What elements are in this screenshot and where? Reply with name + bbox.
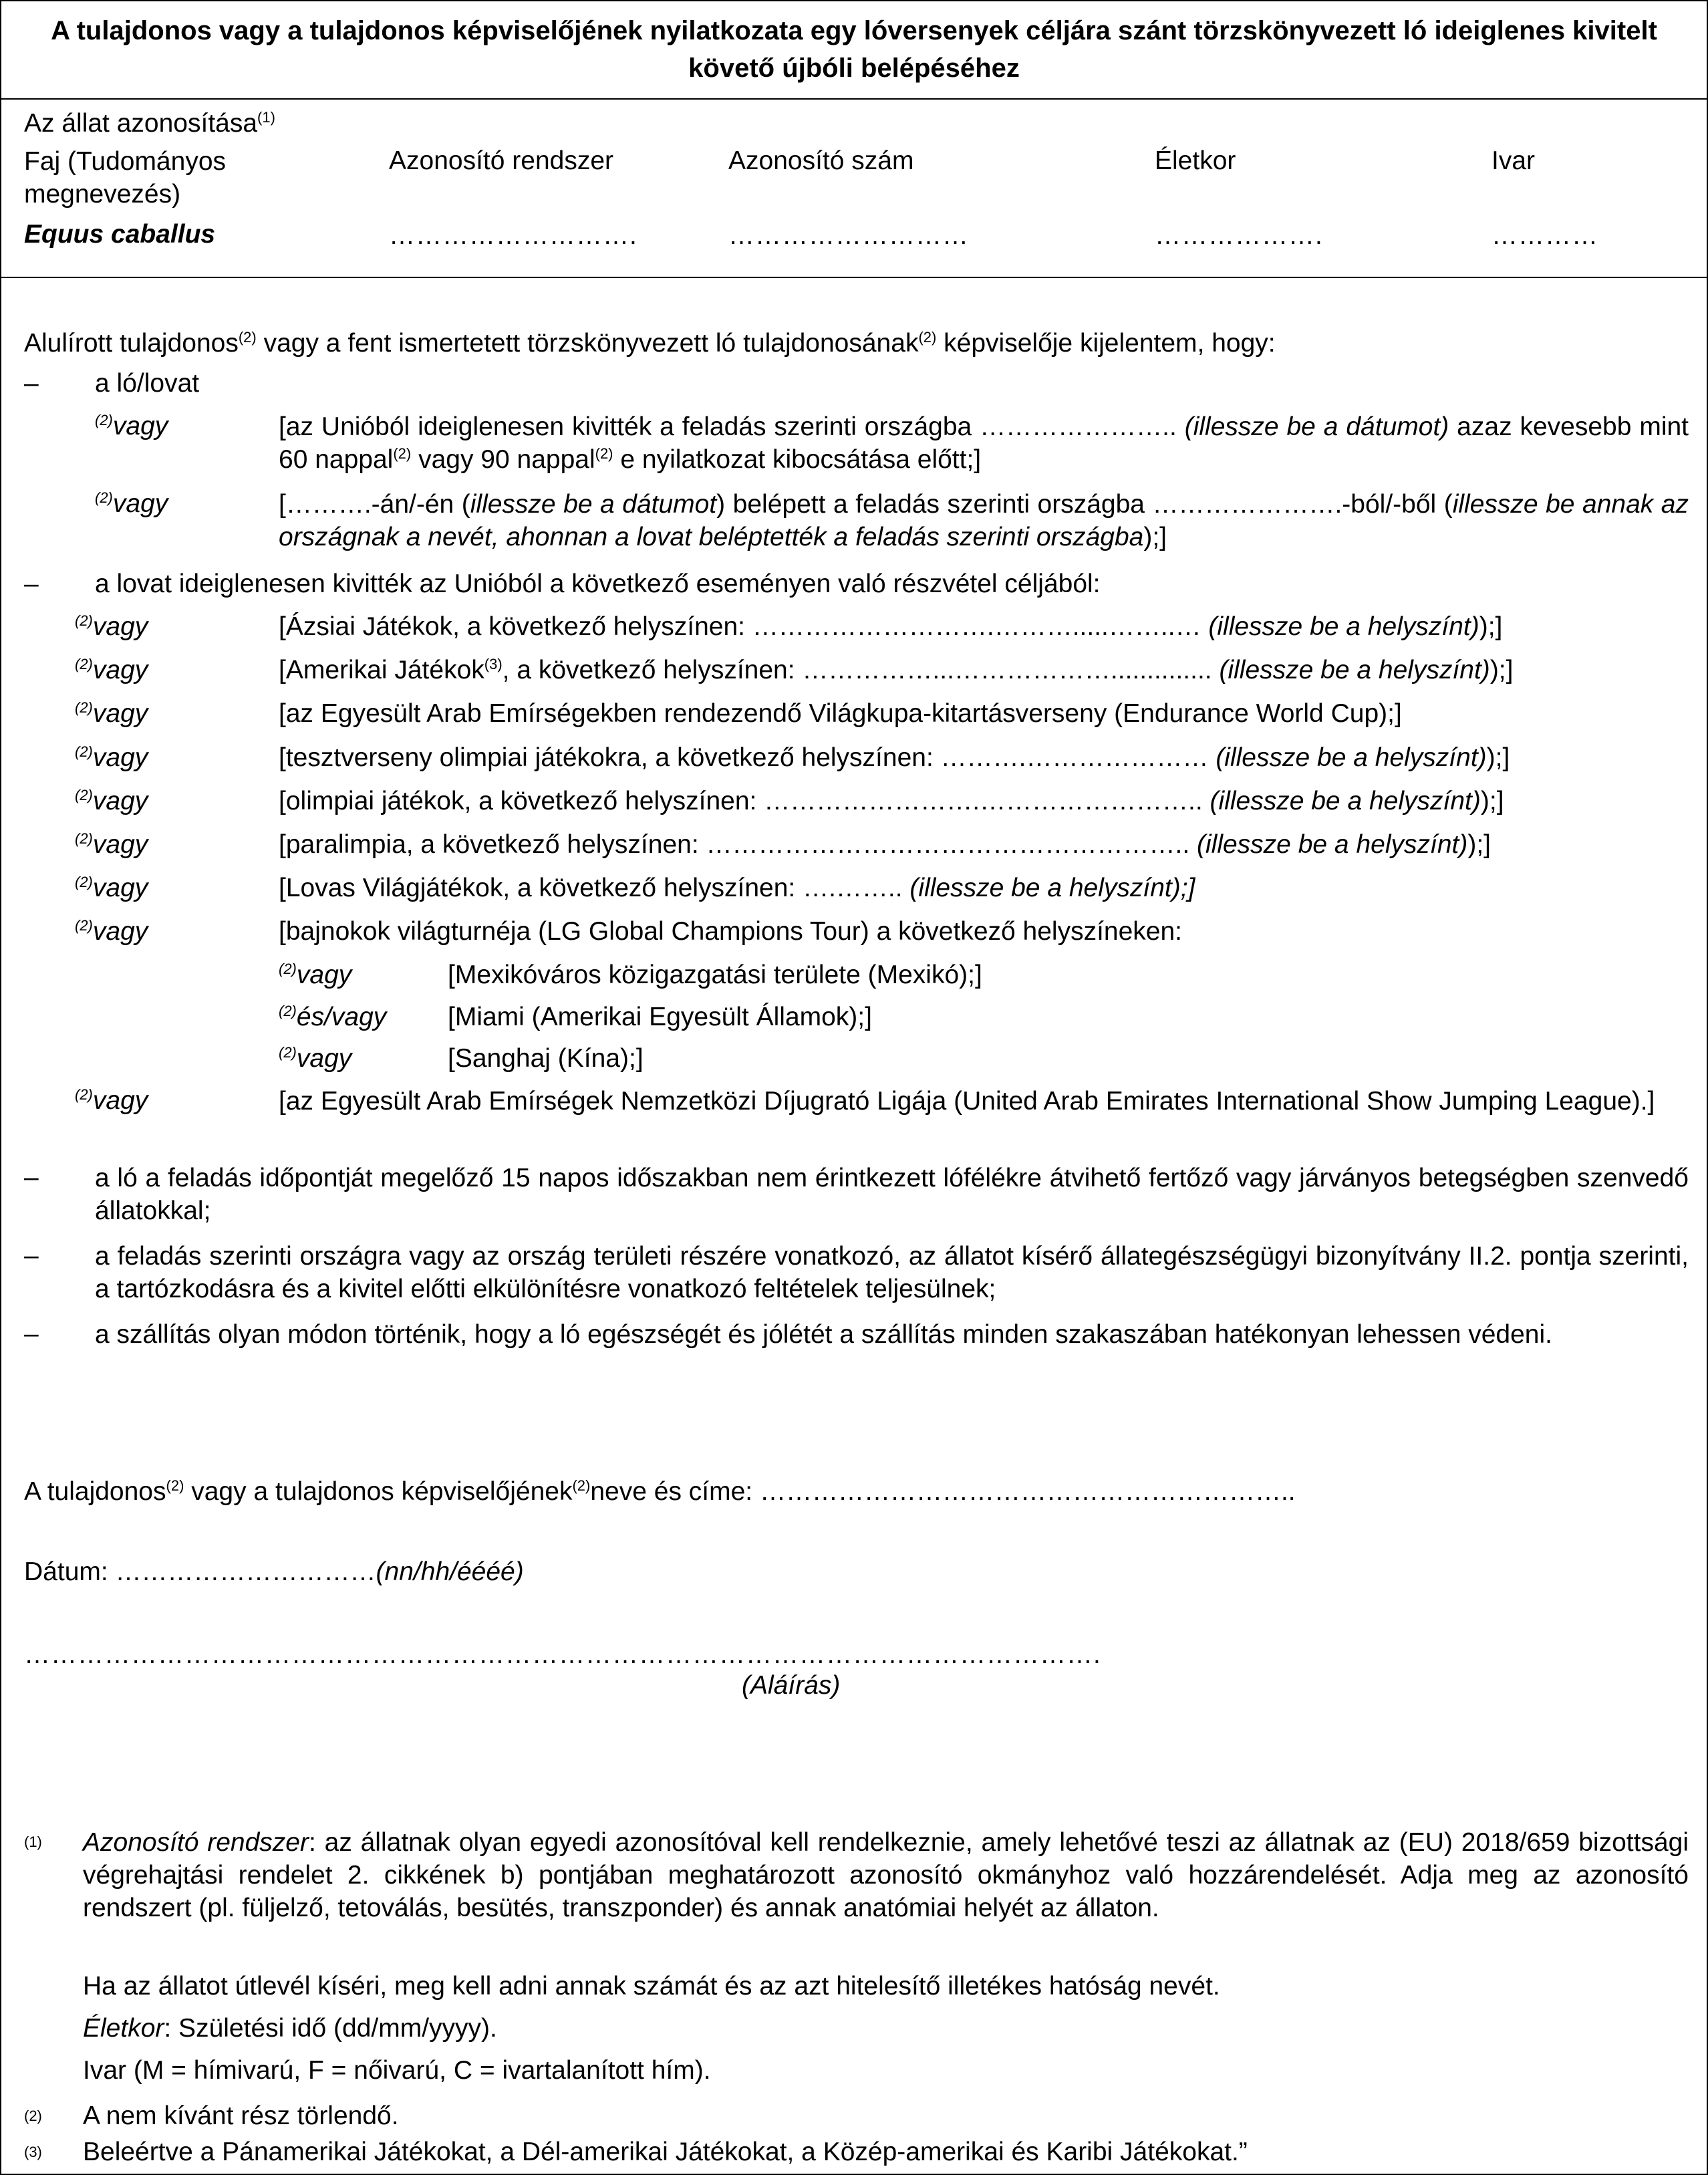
event-asian-games[interactable]: [Ázsiai Játékok, a következő helyszínen: ……………………….……….....……..… (illessze be a helyszínt));] bbox=[279, 612, 1503, 641]
event-global-champions-tour[interactable]: [bajnokok világturnéja (LG Global Champions Tour) a következő helyszíneken: bbox=[279, 917, 1183, 946]
column-header-id-system: Azonosító rendszer bbox=[389, 146, 614, 175]
footnote-2-marker: (2) bbox=[24, 2107, 42, 2124]
item-residence-conditions: a feladás szerinti országra vagy az ország területi részére vonatkozó, az állatot kísérő állategészségügyi bizonyítvány II.2. pontja szerinti, a tartózkodásra és a kivitel előtti elkülönítésre vonatkozó feltételek teljesülnek; bbox=[95, 1242, 1689, 1303]
event-prefix[interactable]: $^{(2)}$vagy bbox=[75, 830, 148, 859]
id-number-field[interactable]: ……………………… bbox=[728, 221, 969, 250]
event-uae-show-jumping-league[interactable]: [az Egyesült Arab Emírségek Nemzetközi Díjugrató Ligája (United Arab Emirates International Show Jumping League).] bbox=[279, 1087, 1655, 1116]
event-prefix[interactable]: $^{(2)}$vagy bbox=[75, 656, 148, 684]
footnote-1-sex: Ivar (M = hímivarú, F = nőivarú, C = ivartalanított hím). bbox=[83, 2056, 711, 2085]
footnote-1: Azonosító rendszer: az állatnak olyan egyedi azonosítóval kell rendelkeznie, amely lehetővé teszi az állatnak az (EU) 2018/659 bizottsági végrehajtási rendelet 2. cikkének b) pontjában meghatározott azonosító okmányhoz való hozzárendelését. Adja meg az azonosító rendszert (pl. füljelző, tetoválás, besütés, transzponder) és annak anatómiai helyét az állaton. bbox=[83, 1828, 1689, 1922]
animal-identification-section bbox=[1, 100, 1707, 278]
dash-bullet: – bbox=[24, 1163, 39, 1192]
event-prefix[interactable]: $^{(2)}$vagy bbox=[75, 1086, 148, 1115]
footnote-3-marker: (3) bbox=[24, 2144, 42, 2160]
event-paralympics[interactable]: [paralimpia, a következő helyszínen: ……………………………………………….. (illessze be a helyszínt));] bbox=[279, 830, 1491, 859]
event-olympic-test[interactable]: [tesztverseny olimpiai játékokra, a következő helyszínen: ……….………………… (illessze be a helyszínt));] bbox=[279, 743, 1510, 772]
item-horse: a ló/lovat bbox=[95, 369, 200, 398]
option-exported-from-union[interactable]: [az Unióból ideiglenesen kivitték a feladás szerinti országba ………………….. (illessze be a dátumot) azaz kevesebb mint 60 nappal$^{(2)}$ vagy 90 nappal$^{(2)}$ e nyilatkozat kibocsátása előtt;] bbox=[279, 412, 1689, 474]
signature-line[interactable]: …………………………………………………………………………………………………………. bbox=[24, 1640, 1101, 1669]
sub-event-prefix[interactable]: $^{(2)}$vagy bbox=[279, 961, 352, 989]
option-prefix[interactable]: $^{(2)}$vagy bbox=[95, 489, 168, 518]
dash-bullet: – bbox=[24, 1319, 39, 1348]
sub-event-mexico-city[interactable]: [Mexikóváros közigazgatási területe (Mexikó);] bbox=[448, 961, 982, 989]
species-value: Equus caballus bbox=[24, 220, 216, 249]
item-temporary-export: a lovat ideiglenesen kivitték az Unióból a következő eseményen való részvétel céljából: bbox=[95, 569, 1101, 598]
footnote-1-marker: (1) bbox=[24, 1833, 42, 1850]
event-olympic-games[interactable]: [olimpiai játékok, a következő helyszínen: …………………….…………………….. (illessze be a helyszínt));] bbox=[279, 787, 1504, 815]
footnote-ref: (1) bbox=[257, 109, 275, 126]
item-no-contact: a ló a feladás időpontját megelőző 15 napos időszakban nem érintkezett lófélékre átvihető fertőző vagy járványos betegségben szenvedő állatokkal; bbox=[95, 1164, 1689, 1225]
event-prefix[interactable]: $^{(2)}$vagy bbox=[75, 612, 148, 641]
option-prefix[interactable]: $^{(2)}$vagy bbox=[95, 412, 168, 440]
event-world-equestrian-games[interactable]: [Lovas Világjátékok, a következő helyszínen: ….…….. (illessze be a helyszínt);] bbox=[279, 874, 1195, 902]
event-prefix[interactable]: $^{(2)}$vagy bbox=[75, 874, 148, 902]
column-header-species: Faj (Tudományos megnevezés) bbox=[24, 147, 227, 209]
footnote-1-age: Életkor: Születési idő (dd/mm/yyyy). bbox=[83, 2014, 497, 2043]
sex-field[interactable]: ………… bbox=[1491, 221, 1598, 250]
sub-event-prefix[interactable]: $^{(2)}$és/vagy bbox=[279, 1003, 387, 1031]
dash-bullet: – bbox=[24, 369, 39, 398]
sub-event-shanghai[interactable]: [Sanghaj (Kína);] bbox=[448, 1044, 644, 1073]
option-entered-dispatch-country[interactable]: [……….-án/-én (illessze be a dátumot) belépett a feladás szerinti országba ………………….-ból/-ből (illessze be annak az országnak a nevét, ahonnan a lovat beléptették a feladás szerinti országba);] bbox=[279, 490, 1689, 551]
declaration-intro: Alulírott tulajdonos$^{(2)}$ vagy a fent ismertetett törzskönyvezett ló tulajdonosának$^{(2)}$ képviselője kijelentem, hogy: bbox=[24, 329, 1276, 358]
sub-event-prefix[interactable]: $^{(2)}$vagy bbox=[279, 1044, 352, 1073]
age-field[interactable]: ………………. bbox=[1155, 221, 1323, 250]
column-header-sex: Ivar bbox=[1491, 146, 1536, 175]
dash-bullet: – bbox=[24, 569, 39, 598]
event-prefix[interactable]: $^{(2)}$vagy bbox=[75, 787, 148, 815]
column-header-age: Életkor bbox=[1155, 146, 1236, 175]
item-transport-welfare: a szállítás olyan módon történik, hogy a ló egészségét és jólétét a szállítás minden szakaszában hatékonyan lehessen védeni. bbox=[95, 1320, 1552, 1349]
footnote-1-passport: Ha az állatot útlevél kíséri, meg kell adni annak számát és az azt hitelesítő illetékes hatóság nevét. bbox=[83, 1972, 1220, 2001]
footnote-2: A nem kívánt rész törlendő. bbox=[83, 2101, 399, 2130]
column-header-id-number: Azonosító szám bbox=[728, 146, 914, 175]
sub-event-miami[interactable]: [Miami (Amerikai Egyesült Államok);] bbox=[448, 1003, 872, 1031]
title-section bbox=[1, 1, 1707, 100]
id-system-field[interactable]: ………………………. bbox=[389, 221, 637, 250]
dash-bullet: – bbox=[24, 1241, 39, 1270]
document-title: A tulajdonos vagy a tulajdonos képviselőjének nyilatkozata egy lóversenyek céljára szánt törzskönyvezett ló ideiglenes kivitelt követő újbóli belépéséhez bbox=[51, 16, 1657, 83]
event-prefix[interactable]: $^{(2)}$vagy bbox=[75, 743, 148, 772]
event-prefix[interactable]: $^{(2)}$vagy bbox=[75, 917, 148, 946]
footnote-3: Beleértve a Pánamerikai Játékokat, a Dél-amerikai Játékokat, a Közép-amerikai és Karibi Játékokat.” bbox=[83, 2138, 1248, 2166]
event-endurance-world-cup[interactable]: [az Egyesült Arab Emírségekben rendezendő Világkupa-kitartásverseny (Endurance World Cup);] bbox=[279, 699, 1402, 728]
event-prefix[interactable]: $^{(2)}$vagy bbox=[75, 699, 148, 728]
identification-heading: Az állat azonosítása$^{(1)}$ bbox=[24, 109, 275, 138]
signature-label: (Aláírás) bbox=[742, 1671, 841, 1700]
date-field[interactable]: Dátum: …………………………(nn/hh/éééé) bbox=[24, 1557, 524, 1586]
owner-name-address-field[interactable]: A tulajdonos$^{(2)}$ vagy a tulajdonos képviselőjének$^{(2)}$neve és címe: …………………………………………………….. bbox=[24, 1477, 1296, 1506]
event-american-games[interactable]: [Amerikai Játékok$^{(3)}$, a következő helyszínen: ……………...……………….............. (illessze be a helyszínt));] bbox=[279, 656, 1514, 684]
